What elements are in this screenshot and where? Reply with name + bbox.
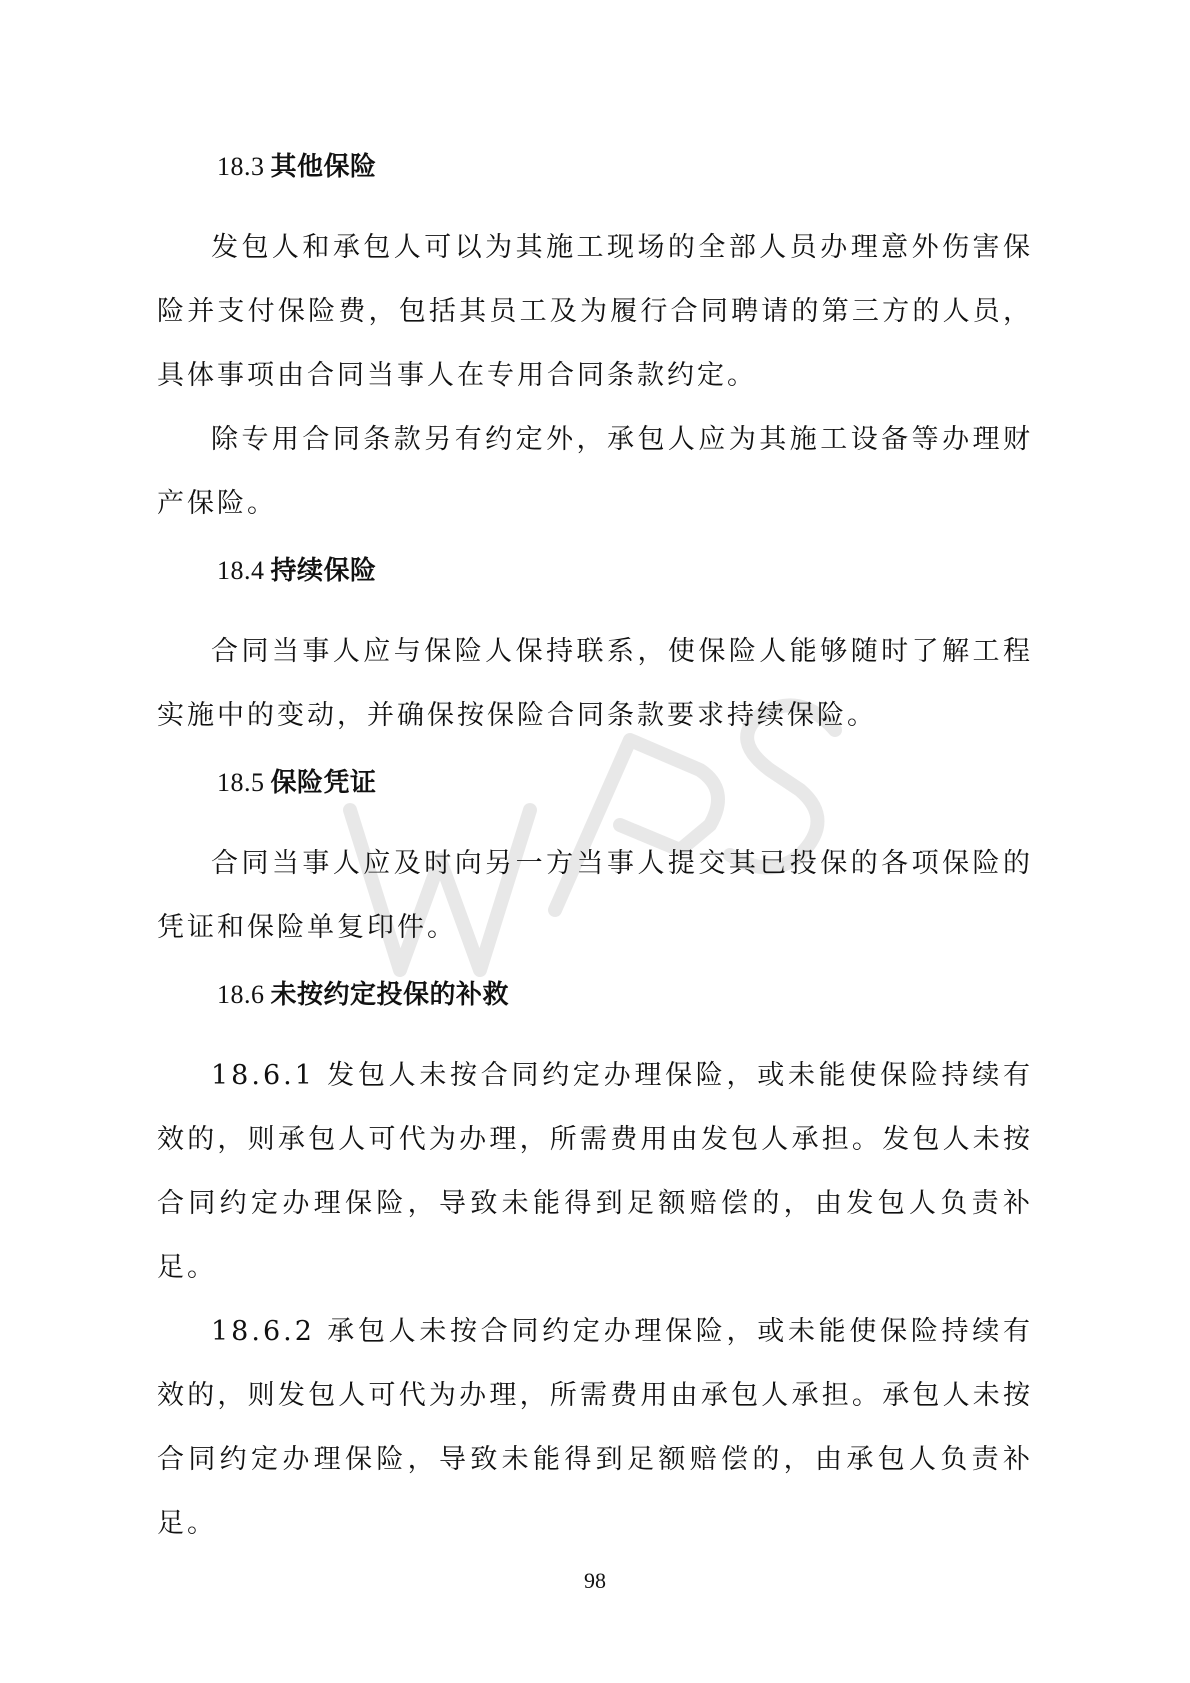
section-title: 保险凭证 (270, 768, 377, 798)
paragraph: 18.6.1 发包人未按合同约定办理保险，或未能使保险持续有效的，则承包人可代为办理，所需费用由发包人承担。发包人未按合同约定办理保险，导致未能得到足额赔偿的，由发包人负责补足。 (157, 1060, 1033, 1283)
section-heading-18-4 (157, 552, 1033, 590)
paragraph: 除专用合同条款另有约定外，承包人应为其施工设备等办理财产保险。 (157, 424, 1033, 519)
document-body (157, 148, 1033, 1556)
section-number: 18.6 (217, 980, 265, 1009)
page-number: 98 (584, 1568, 606, 1593)
section-number: 18.3 (217, 152, 265, 181)
paragraph: 合同当事人应与保险人保持联系，使保险人能够随时了解工程实施中的变动，并确保按保险合同条款要求持续保险。 (157, 636, 1033, 731)
paragraph: 合同当事人应及时向另一方当事人提交其已投保的各项保险的凭证和保险单复印件。 (157, 848, 1033, 943)
section-heading-18-5 (157, 764, 1033, 802)
paragraph: 18.6.2 承包人未按合同约定办理保险，或未能使保险持续有效的，则发包人可代为办理，所需费用由承包人承担。承包人未按合同约定办理保险，导致未能得到足额赔偿的，由承包人负责补足。 (157, 1316, 1033, 1539)
section-title: 其他保险 (270, 152, 377, 182)
section-heading-18-3 (157, 148, 1033, 186)
section-heading-18-6 (157, 976, 1033, 1014)
section-title: 持续保险 (270, 556, 377, 586)
section-number: 18.5 (217, 768, 265, 797)
section-title: 未按约定投保的补救 (270, 980, 510, 1010)
paragraph: 发包人和承包人可以为其施工现场的全部人员办理意外伤害保险并支付保险费，包括其员工及为履行合同聘请的第三方的人员，具体事项由合同当事人在专用合同条款约定。 (157, 232, 1033, 391)
section-number: 18.4 (217, 556, 265, 585)
